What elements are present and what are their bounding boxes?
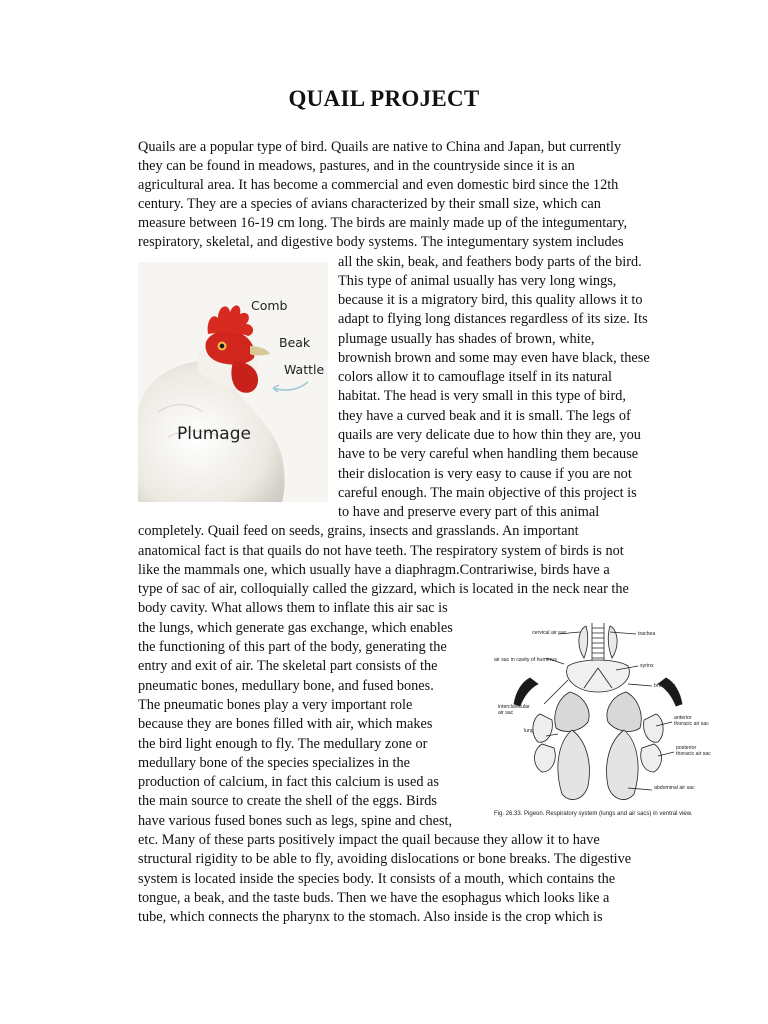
text-line: careful enough. The main objective of this project is bbox=[338, 485, 637, 501]
text-line: etc. Many of these parts positively impact the quail because they allow it to have bbox=[138, 832, 600, 848]
text-line: have to be very careful when handling them because bbox=[338, 446, 639, 462]
wattle-label: Wattle bbox=[284, 362, 325, 377]
bronchus-label: bronchus bbox=[654, 683, 676, 689]
text-line: entry and exit of air. The skeletal part consists of the bbox=[138, 658, 438, 674]
interclavicular-air-sac-label: interclavicular air sac bbox=[498, 704, 530, 716]
text-line: like the mammals one, which usually have a diaphragm.Contrariwise, birds have a bbox=[138, 562, 610, 578]
humerus-air-sac-label: air sac in cavity of humerus bbox=[494, 657, 557, 663]
text-line: to have and preserve every part of this animal bbox=[338, 504, 600, 520]
beak-label: Beak bbox=[279, 335, 311, 350]
text-line: the lungs, which generate gas exchange, which enables bbox=[138, 620, 453, 636]
text-line: respiratory, skeletal, and digestive body systems. The integumentary system includes bbox=[138, 234, 624, 250]
comb-label: Comb bbox=[251, 298, 288, 313]
text-line: they can be found in meadows, pastures, and in the countryside since it is an bbox=[138, 158, 575, 174]
text-line: measure between 16-19 cm long. The birds are mainly made up of the integumentary, bbox=[138, 215, 628, 231]
text-line: anatomical fact is that quails do not have teeth. The respiratory system of birds is not bbox=[138, 543, 624, 559]
text-line: the bird light enough to fly. The medullary zone or bbox=[138, 736, 428, 752]
trachea-label: trachea bbox=[638, 631, 656, 637]
text-line: structural rigidity to be able to fly, avoiding dislocations or bone breaks. The digestive bbox=[138, 851, 632, 867]
text-line: medullary bone of the species specializes in the bbox=[138, 755, 410, 771]
text-line: the main source to create the shell of the eggs. Birds bbox=[138, 793, 437, 809]
cervical-air-sac-label: cervical air sac bbox=[532, 630, 567, 636]
text-line: tongue, a beak, and the taste buds. Then we have the esophagus which looks like a bbox=[138, 890, 610, 906]
text-line: habitat. The head is very small in this type of bird, bbox=[338, 388, 626, 404]
text-line: they have a curved beak and it is small. The legs of bbox=[338, 408, 631, 424]
text-line: This type of animal usually has very long wings, bbox=[338, 273, 617, 289]
text-line: adapt to flying long distances regardless of its size. Its bbox=[338, 311, 648, 327]
text-line: the functioning of this part of the body, generating the bbox=[138, 639, 447, 655]
text-line: Quails are a popular type of bird. Quails are native to China and Japan, but currently bbox=[138, 139, 622, 155]
text-line: body cavity. What allows them to inflate this air sac is bbox=[138, 600, 448, 616]
text-line: pneumatic bones, medullary bone, and fused bones. bbox=[138, 678, 434, 694]
figure-caption: Fig. 26.33. Pigeon. Respiratory system (lungs and air sacs) in ventral view. bbox=[494, 811, 693, 817]
text-line: because it is a migratory bird, this quality allows it to bbox=[338, 292, 643, 308]
abdominal-air-sac-label: abdominal air sac bbox=[654, 785, 695, 791]
text-line: The pneumatic bones play a very important role bbox=[138, 697, 413, 713]
chicken-anatomy-figure bbox=[138, 262, 328, 502]
text-line: brownish brown and some may even have black, these bbox=[338, 350, 650, 366]
text-line: type of sac of air, colloquially called the gizzard, which is located in the neck near the bbox=[138, 581, 629, 597]
lung-label: lung bbox=[524, 728, 534, 734]
text-line: system is located inside the species body. It consists of a mouth, which contains the bbox=[138, 871, 616, 887]
text-line: colors allow it to camouflage itself in its natural bbox=[338, 369, 612, 385]
text-line: completely. Quail feed on seeds, grains, insects and grasslands. An important bbox=[138, 523, 579, 539]
text-line: plumage usually has shades of brown, white, bbox=[338, 331, 595, 347]
plumage-label: Plumage bbox=[177, 424, 251, 444]
document-title: QUAIL PROJECT bbox=[288, 86, 480, 111]
text-line: because they are bones filled with air, which makes bbox=[138, 716, 433, 732]
text-line: have various fused bones such as legs, spine and chest, bbox=[138, 813, 453, 829]
text-line: century. They are a species of avians characterized by their small size, which can bbox=[138, 196, 601, 212]
syrinx-label: syrinx bbox=[640, 663, 654, 669]
pigeon-respiratory-figure bbox=[488, 618, 710, 823]
text-line: production of calcium, in fact this calcium is used as bbox=[138, 774, 439, 790]
text-line: agricultural area. It has become a commercial and even domestic bird since the 12th bbox=[138, 177, 619, 193]
posterior-thoracic-air-sac-label: posterior thoracic air sac bbox=[676, 745, 711, 757]
anterior-thoracic-air-sac-label: anterior thoracic air sac bbox=[674, 715, 709, 727]
text-line: all the skin, beak, and feathers body parts of the bird. bbox=[338, 254, 642, 270]
text-line: tube, which connects the pharynx to the stomach. Also inside is the crop which is bbox=[138, 909, 603, 925]
chicken-illustration bbox=[138, 262, 328, 502]
text-line: their dislocation is very easy to cause if you are not bbox=[338, 466, 632, 482]
text-line: quails are very delicate due to how thin they are, you bbox=[338, 427, 641, 443]
